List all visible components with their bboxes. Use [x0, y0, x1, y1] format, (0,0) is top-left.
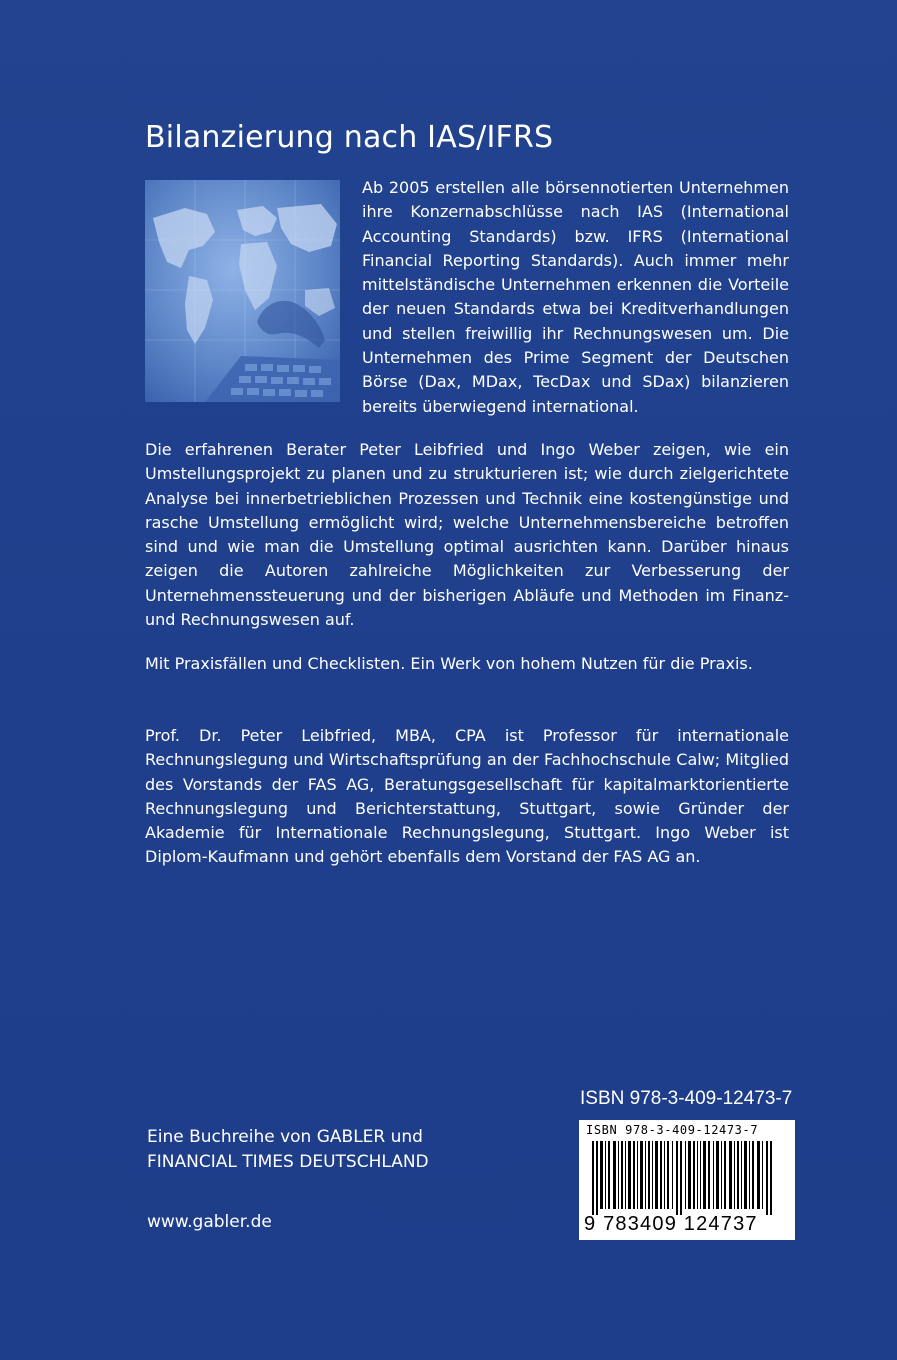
isbn-label: ISBN 978-3-409-12473-7: [580, 1088, 793, 1109]
book-series-note: [147, 1125, 429, 1175]
barcode-bars: [592, 1141, 782, 1215]
series-line-2: FINANCIAL TIMES DEUTSCHLAND: [147, 1152, 429, 1172]
barcode-isbn-text: ISBN 978-3-409-12473-7: [586, 1123, 759, 1137]
intro-paragraph: Ab 2005 erstellen alle börsennotierten Unternehmen ihre Konzernabschlüsse nach IAS (International Accounting Standards) bzw. IFRS (International Financial Reporting Standards). Auch immer mehr mittelständische Unternehmen erkennen die Vorteile der neuen Standards etwa bei Kreditverhandlungen und stellen freiwillig ihr Rechnungswesen um. Die Unternehmen des Prime Segment der Deutschen Börse (Dax, MDax, TecDax und SDax) bilanzieren bereits überwiegend international.: [362, 178, 789, 416]
barcode-number: 9 783409 124737: [584, 1213, 758, 1235]
author-bio-paragraph: Prof. Dr. Peter Leibfried, MBA, CPA ist Professor für internationale Rechnungslegung und Wirtschaftsprüfung an der Fachhochschule Calw; Mitglied des Vorstands der FAS AG, Beratungsgesellschaft für kapitalmarktorientierte Rechnungslegung und Berichterstattung, Stuttgart, sowie Gründer der Akademie für Internationale Rechnungslegung, Stuttgart. Ingo Weber ist Diplom-Kaufmann und gehört ebenfalls dem Vorstand der FAS AG an.: [145, 726, 789, 867]
book-title: Bilanzierung nach IAS/IFRS: [145, 120, 554, 155]
world-map-keyboard-image: [145, 180, 340, 402]
series-line-1: Eine Buchreihe von GABLER und: [147, 1127, 423, 1147]
description-paragraph: Die erfahrenen Berater Peter Leibfried und Ingo Weber zeigen, wie ein Umstellungsprojekt zu planen und zu strukturieren ist; wie durch zielgerichtete Analyse bei innerbetrieblichen Prozessen und Technik eine kostengünstige und rasche Umstellung ermöglicht wird; welche Unternehmensbereiche betroffen sind und wie man die Umstellung optimal ausrichten kann. Darüber hinaus zeigen die Autoren zahlreiche Möglichkeiten zur Verbesserung der Unternehmenssteuerung und der bisherigen Abläufe und Methoden im Finanz- und Rechnungswesen auf.: [145, 440, 789, 630]
isbn-barcode: [579, 1120, 795, 1240]
practice-note-paragraph: Mit Praxisfällen und Checklisten. Ein Werk von hohem Nutzen für die Praxis.: [145, 654, 753, 673]
publisher-website: www.gabler.de: [147, 1212, 272, 1232]
